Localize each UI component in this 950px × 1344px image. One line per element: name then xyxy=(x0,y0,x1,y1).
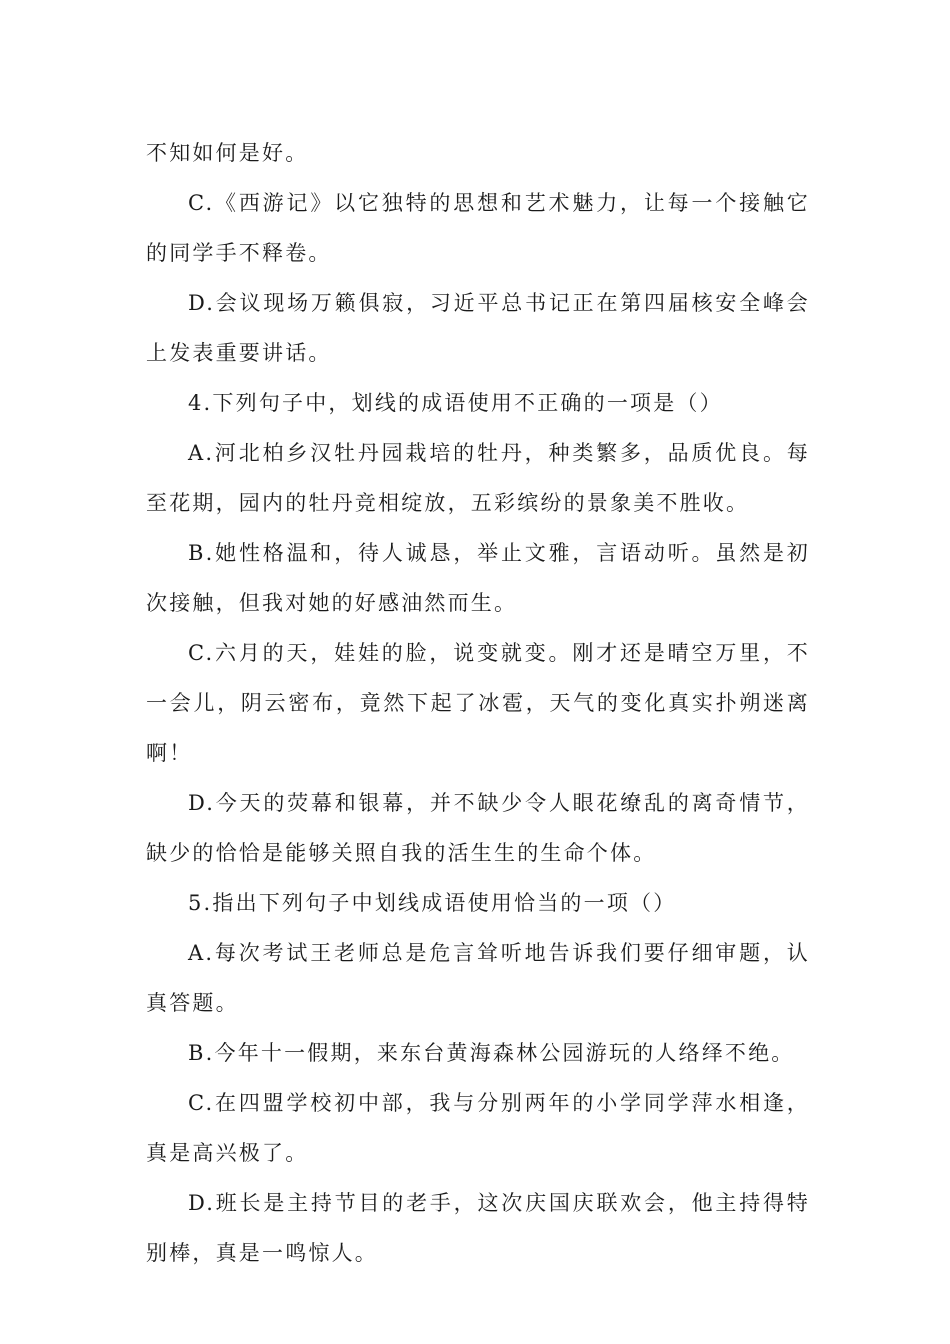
question-4-stem: 4.下列句子中，划线的成语使用不正确的一项是（） xyxy=(188,391,723,415)
question-3-option-c: C.《西游记》以它独特的思想和艺术魅力，让每一个接触它的同学手不释卷。 xyxy=(146,191,810,265)
question-5-stem: 5.指出下列句子中划线成语使用恰当的一项（） xyxy=(188,891,677,915)
question-4-option-a: A.河北柏乡汉牡丹园栽培的牡丹，种类繁多，品质优良。每至花期，园内的牡丹竞相绽放，五彩缤纷的景象美不胜收。 xyxy=(146,441,810,515)
question-4-option-c: C.六月的天，娃娃的脸，说变就变。刚才还是晴空万里，不一会儿，阴云密布，竟然下起了冰雹，天气的变化真实扑朔迷离啊！ xyxy=(146,641,810,765)
question-5-option-b: B.今年十一假期，来东台黄海森林公园游玩的人络绎不绝。 xyxy=(188,1041,795,1065)
question-4-option-b: B.她性格温和，待人诚恳，举止文雅，言语动听。虽然是初次接触，但我对她的好感油然而生。 xyxy=(146,541,810,615)
question-3-option-d: D.会议现场万籁俱寂，习近平总书记正在第四届核安全峰会上发表重要讲话。 xyxy=(146,291,810,365)
question-5-option-a: A.每次考试王老师总是危言耸听地告诉我们要仔细审题，认真答题。 xyxy=(146,941,810,1015)
document-body xyxy=(146,128,810,1278)
paragraph-continuation: 不知如何是好。 xyxy=(146,141,309,165)
question-5-option-d: D.班长是主持节目的老手，这次庆国庆联欢会，他主持得特别棒，真是一鸣惊人。 xyxy=(146,1191,810,1265)
question-4-option-d: D.今天的荧幕和银幕，并不缺少令人眼花缭乱的离奇情节，缺少的恰恰是能够关照自我的活生生的生命个体。 xyxy=(146,791,810,865)
question-5-option-c: C.在四盟学校初中部，我与分别两年的小学同学萍水相逢，真是高兴极了。 xyxy=(146,1091,810,1165)
